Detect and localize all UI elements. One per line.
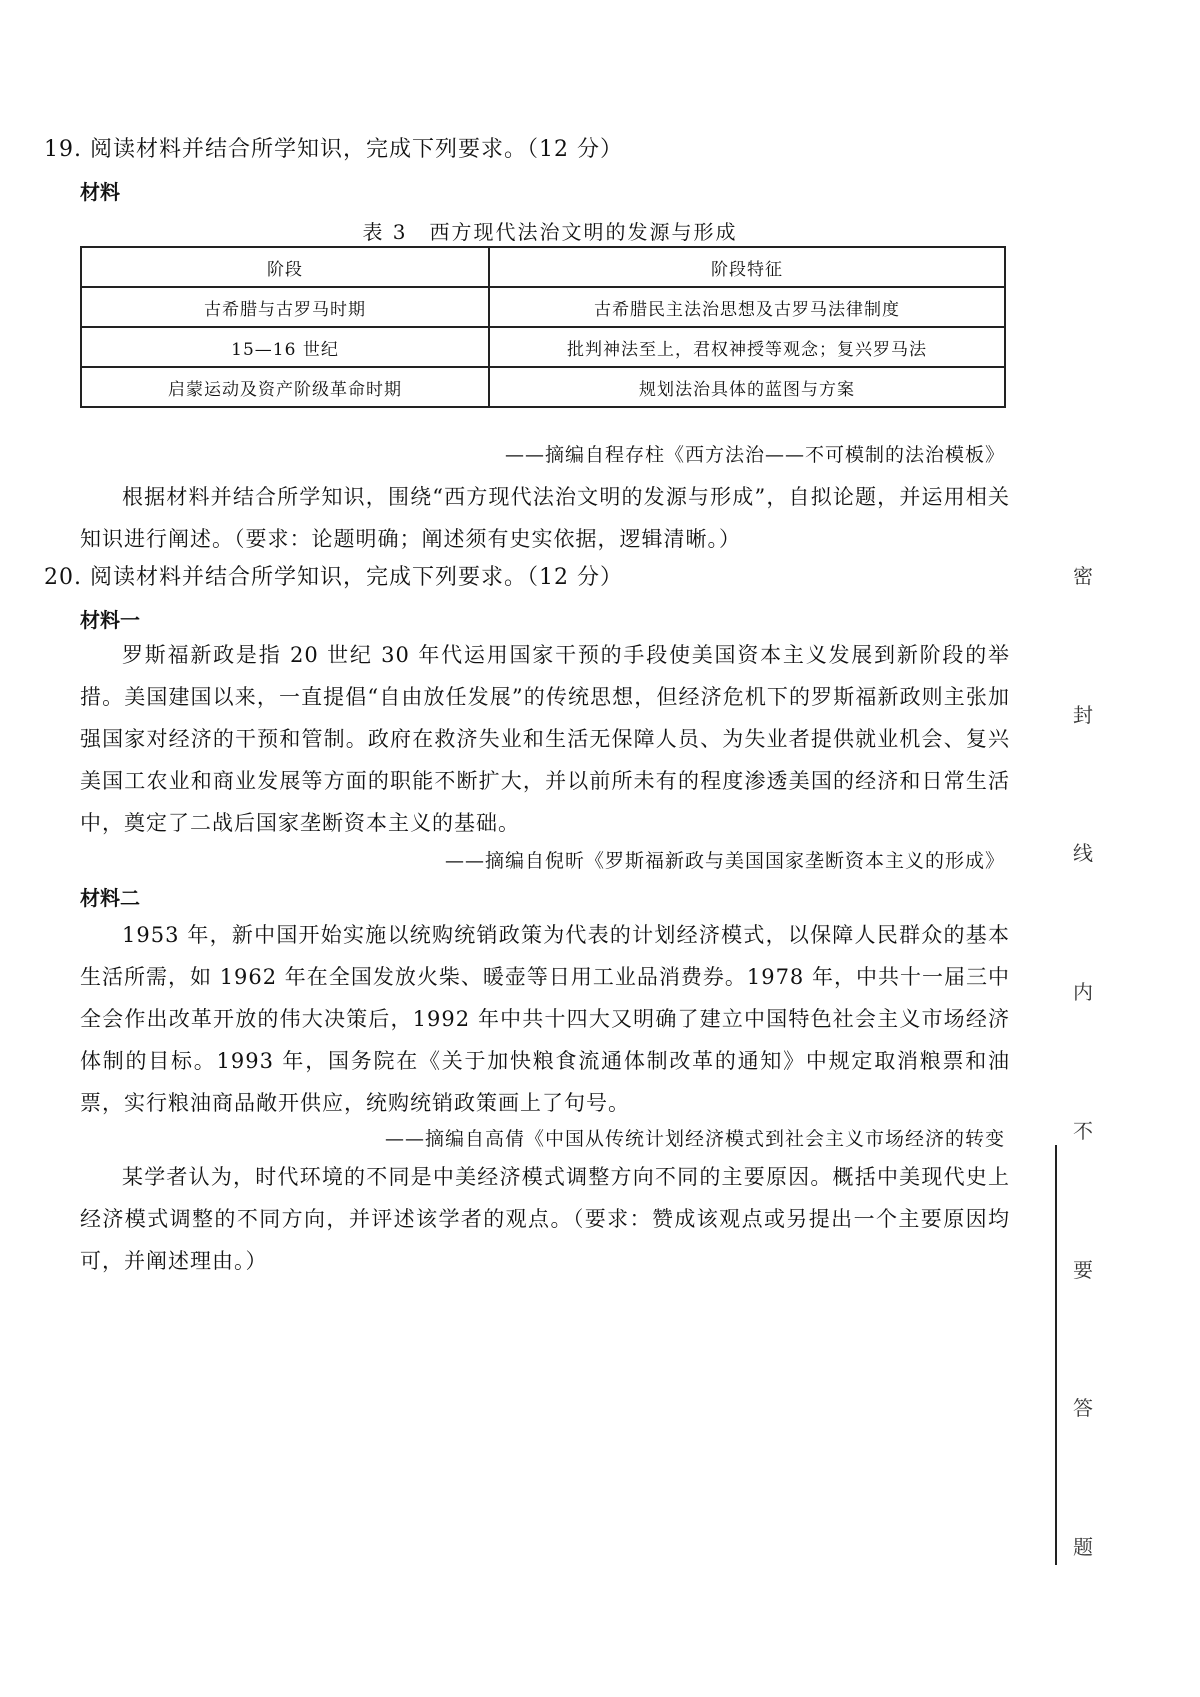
margin-char: 不 [1073, 1118, 1093, 1143]
q20-material2-source: ——摘编自高倩《中国从传统计划经济模式到社会主义市场经济的转变 [384, 1128, 1005, 1150]
table-row [81, 367, 1005, 407]
table-cell: 古希腊与古罗马时期 [81, 287, 489, 327]
q19-material-label: 材料 [80, 180, 120, 204]
table-row [81, 287, 1005, 327]
q20-material1-label: 材料一 [80, 608, 140, 632]
margin-char: 密 [1073, 564, 1093, 588]
q19-heading: 19. 阅读材料并结合所学知识，完成下列要求。（12 分） [44, 137, 623, 162]
margin-char: 线 [1073, 841, 1093, 866]
margin-char: 答 [1073, 1396, 1093, 1421]
q20-material1-text: 罗斯福新政是指 20 世纪 30 年代运用国家干预的手段使美国资本主义发展到新阶段的举措。美国建国以来，一直提倡“自由放任发展”的传统思想，但经济危机下的罗斯福新政则主张加强国家对经济的干预和管制。政府在救济失业和生活无保障人员、为失业者提供就业机会、复兴美国工农业和商业发展等方面的职能不断扩大，并以前所未有的程度渗透美国的经济和日常生活中，奠定了二战后国家垄断资本主义的基础。 [80, 643, 1010, 835]
margin-char: 封 [1073, 702, 1093, 727]
table-caption: 表 3 西方现代法治文明的发源与形成 [362, 220, 738, 244]
table-header-row [81, 247, 1005, 287]
q20-material2-text: 1953 年，新中国开始实施以统购统销政策为代表的计划经济模式，以保障人民群众的基本生活所需，如 1962 年在全国发放火柴、暖壶等日用工业品消费券。1978 年，中共十一届三中全会作出改革开放的伟大决策后，1992 年中共十四大又明确了建立中国特色社会主义市场经济体制的目标。1993 年，国务院在《关于加快粮食流通体制改革的通知》中规定取消粮票和油票，实行粮油商品敞开供应，统购统销政策画上了句号。 [80, 923, 1010, 1115]
margin-char: 要 [1073, 1257, 1093, 1282]
table-header-cell: 阶段特征 [489, 247, 1005, 287]
q20-question: 某学者认为，时代环境的不同是中美经济模式调整方向不同的主要原因。概括中美现代史上经济模式调整的不同方向，并评述该学者的观点。（要求：赞成该观点或另提出一个主要原因均可，并阐述理由。） [80, 1165, 1010, 1273]
q19-question: 根据材料并结合所学知识，围绕“西方现代法治文明的发源与形成”，自拟论题，并运用相关知识进行阐述。（要求：论题明确；阐述须有史实依据，逻辑清晰。） [80, 485, 1010, 551]
table-cell: 15—16 世纪 [81, 327, 489, 367]
q20-heading: 20. 阅读材料并结合所学知识，完成下列要求。（12 分） [44, 565, 623, 590]
table-cell: 古希腊民主法治思想及古罗马法律制度 [489, 287, 1005, 327]
q20-material1-source: ——摘编自倪昕《罗斯福新政与美国国家垄断资本主义的形成》 [444, 850, 1005, 872]
margin-char: 题 [1073, 1534, 1093, 1559]
q19-source: ——摘编自程存柱《西方法治——不可模制的法治模板》 [504, 444, 1005, 466]
table-cell: 启蒙运动及资产阶级革命时期 [81, 367, 489, 407]
table-cell: 规划法治具体的蓝图与方案 [489, 367, 1005, 407]
seal-line [1055, 1145, 1057, 1565]
table-cell: 批判神法至上，君权神授等观念；复兴罗马法 [489, 327, 1005, 367]
table-header-cell: 阶段 [81, 247, 489, 287]
table-row [81, 327, 1005, 367]
q20-material2-label: 材料二 [80, 886, 140, 910]
stages-table [80, 246, 1006, 408]
margin-char: 内 [1073, 980, 1093, 1005]
margin-seal-text [1063, 560, 1103, 1560]
